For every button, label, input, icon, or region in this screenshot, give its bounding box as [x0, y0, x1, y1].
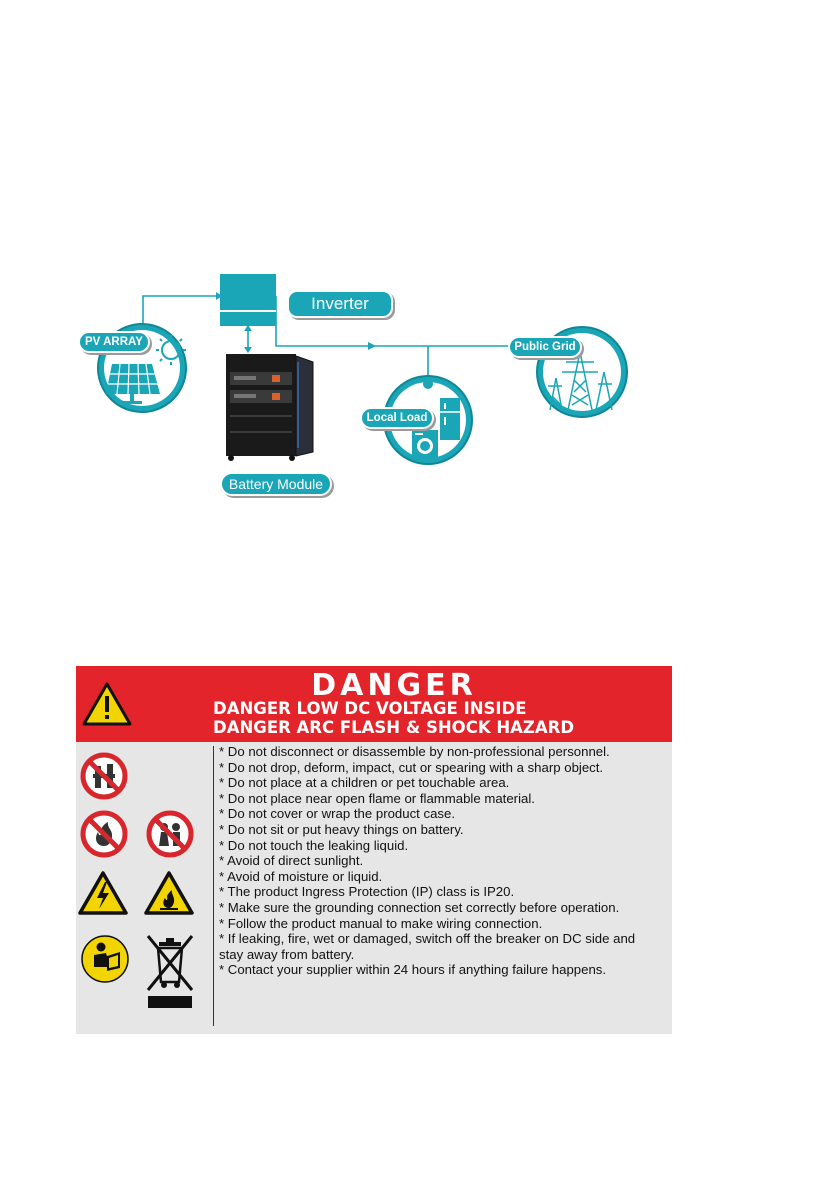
rule-item: * If leaking, fire, wet or damaged, switch off the breaker on DC side and stay away from battery. — [219, 931, 636, 962]
public-grid-label: Public Grid — [508, 336, 582, 358]
inverter-label: Inverter — [287, 290, 393, 318]
rule-item: * Avoid of direct sunlight. — [219, 853, 364, 869]
rule-item: * Do not touch the leaking liquid. — [219, 837, 409, 853]
danger-title: DANGER — [311, 668, 477, 703]
no-fire-icon — [80, 810, 128, 858]
refrigerator-icon — [440, 398, 460, 440]
rule-item: * Do not place at a children or pet touchable area. — [219, 775, 510, 791]
danger-header — [76, 666, 672, 742]
pv-array-label: PV ARRAY — [78, 331, 150, 353]
washing-machine-icon — [412, 430, 438, 458]
inverter-icon — [220, 274, 276, 326]
flammable-icon — [144, 870, 194, 916]
rule-item: * Make sure the grounding connection set correctly before operation. — [219, 899, 620, 915]
rule-item: * Contact your supplier within 24 hours if anything failure happens. — [219, 962, 607, 978]
rule-item: * Do not place near open flame or flammable material. — [219, 790, 535, 806]
rule-item: * Do not disconnect or disassemble by non-professional personnel. — [219, 744, 610, 759]
rule-item: * Avoid of moisture or liquid. — [219, 868, 383, 884]
danger-line-2: DANGER ARC FLASH & SHOCK HAZARD — [213, 718, 575, 737]
panel-divider — [213, 746, 214, 1026]
battery-cabinet-icon — [226, 354, 313, 461]
no-children-icon — [146, 810, 194, 858]
rule-item: * Do not sit or put heavy things on battery. — [219, 821, 464, 837]
weee-bin-icon — [142, 930, 198, 1012]
system-diagram — [0, 0, 839, 520]
high-voltage-icon — [78, 870, 128, 916]
safety-rules-list — [219, 744, 669, 978]
read-manual-icon — [80, 934, 130, 984]
battery-module-label: Battery Module — [220, 472, 332, 496]
rule-item: * Do not drop, deform, impact, cut or spearing with a sharp object. — [219, 759, 604, 775]
rule-item: * Follow the product manual to make wiring connection. — [219, 915, 543, 931]
danger-line-1: DANGER LOW DC VOLTAGE INSIDE — [213, 699, 527, 718]
rule-item: * The product Ingress Protection (IP) class is IP20. — [219, 884, 515, 900]
local-load-label: Local Load — [360, 407, 434, 429]
no-disassemble-icon — [80, 752, 128, 800]
rule-item: * Do not cover or wrap the product case. — [219, 806, 456, 822]
danger-label-panel — [76, 666, 672, 1034]
